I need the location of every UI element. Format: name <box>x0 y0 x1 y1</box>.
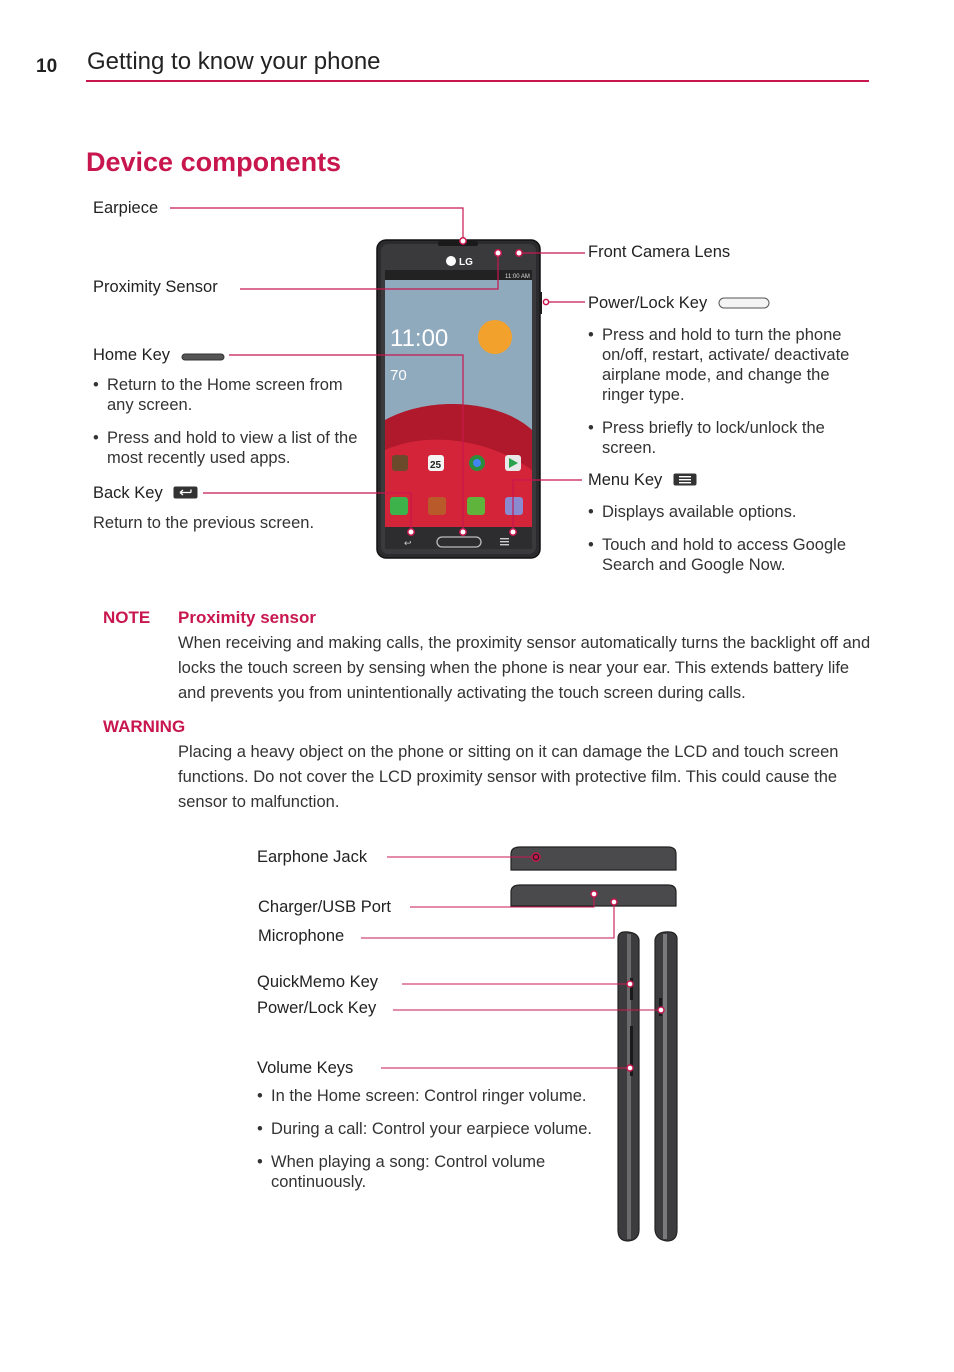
power-lock-key-bullets <box>588 325 853 471</box>
home-key-bullets <box>93 375 368 481</box>
note-title: Proximity sensor <box>178 608 316 627</box>
list-item: • Press briefly to lock/unlock the screen. <box>588 418 853 458</box>
power-lock-key-label <box>588 293 770 314</box>
list-item: • During a call: Control your earpiece volume. <box>257 1119 612 1139</box>
list-item: • In the Home screen: Control ringer volume. <box>257 1086 612 1106</box>
warning-tag: WARNING <box>103 717 186 736</box>
list-item: • Press and hold to view a list of the most recently used apps. <box>93 428 368 468</box>
power-key-icon <box>718 294 770 314</box>
note-tag: NOTE <box>103 608 151 627</box>
home-key-text: Home Key <box>93 346 171 364</box>
home-key-label <box>93 345 225 366</box>
menu-key-bullets <box>588 502 868 588</box>
power-lock-key-text: Power/Lock Key <box>588 294 708 312</box>
volume-keys-bullets <box>257 1086 612 1205</box>
charger-usb-port-label: Charger/USB Port <box>258 898 391 916</box>
earpiece-label: Earpiece <box>93 199 159 217</box>
back-key-text: Back Key <box>93 484 163 502</box>
page-heading: Device components <box>86 147 342 177</box>
calendar-date: 25 <box>430 460 442 471</box>
lg-logo: LG <box>459 257 473 268</box>
section-title: Getting to know your phone <box>87 48 381 75</box>
menu-key-text: Menu Key <box>588 471 663 489</box>
status-time: 11:00 AM <box>505 274 530 280</box>
screen-temperature: 70 <box>390 367 407 384</box>
screen-clock: 11:00 <box>390 325 449 352</box>
list-item: • Touch and hold to access Google Search and Google Now. <box>588 535 868 575</box>
microphone-label: Microphone <box>258 927 345 945</box>
back-key-label <box>93 483 198 504</box>
home-key-icon <box>181 346 225 366</box>
warning-body: Placing a heavy object on the phone or sitting on it can damage the LCD and touch screen functions. Do not cover the LCD proximity sensor with protective film. This could cause the sensor to malfunction. <box>178 743 839 811</box>
back-key-icon <box>173 484 198 504</box>
list-item: • Displays available options. <box>588 502 868 522</box>
quickmemo-key-label: QuickMemo Key <box>257 973 379 991</box>
list-item: • When playing a song: Control volume continuously. <box>257 1152 612 1192</box>
page-number: 10 <box>36 56 58 77</box>
earphone-jack-label: Earphone Jack <box>257 848 368 866</box>
phone-front-illustration <box>377 240 542 558</box>
svg-text:↩: ↩ <box>404 538 412 548</box>
list-item: • Press and hold to turn the phone on/off, restart, activate/ deactivate airplane mode, and change the ringer type. <box>588 325 853 405</box>
list-item: • Return to the Home screen from any screen. <box>93 375 368 415</box>
front-camera-lens-label: Front Camera Lens <box>588 243 731 261</box>
menu-key-label <box>588 470 697 491</box>
menu-key-icon <box>673 471 697 491</box>
back-key-description: Return to the previous screen. <box>93 514 315 532</box>
volume-keys-label: Volume Keys <box>257 1059 354 1077</box>
proximity-sensor-label: Proximity Sensor <box>93 278 218 296</box>
note-body: When receiving and making calls, the proximity sensor automatically turns the backlight off and locks the touch screen by sensing when the phone is near your ear. This extends battery life and prevents you from unintentionally activating the touch screen during calls. <box>178 634 871 702</box>
side-power-lock-key-label: Power/Lock Key <box>257 999 377 1017</box>
